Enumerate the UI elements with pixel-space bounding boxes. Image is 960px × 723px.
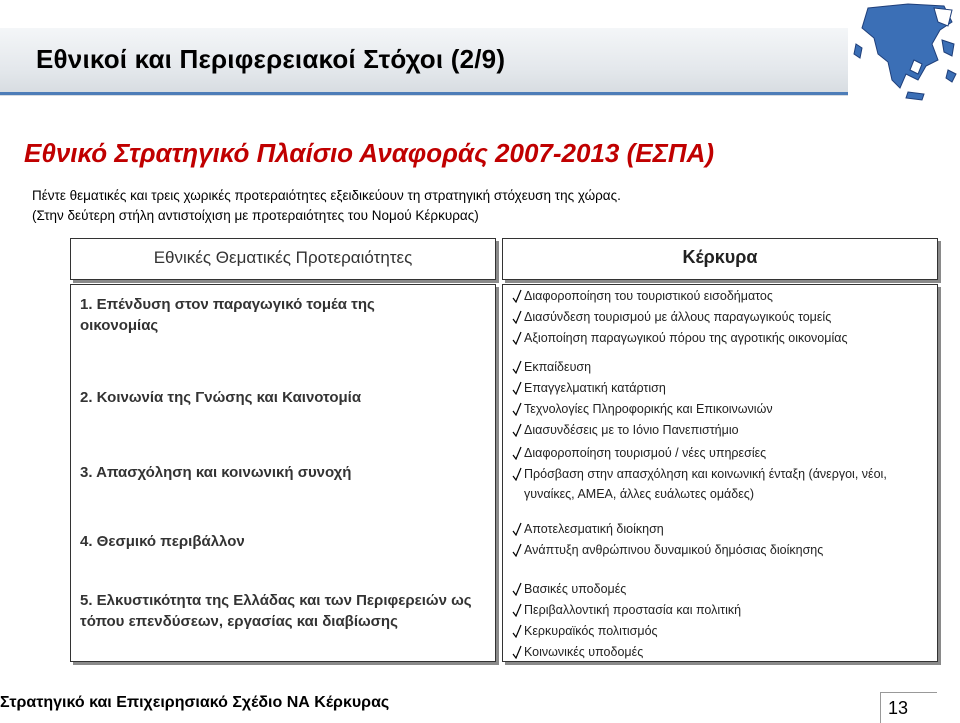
priority-item: 4. Θεσμικό περιβάλλον xyxy=(80,533,245,550)
corfu-item-label: Κοινωνικές υποδομές xyxy=(524,645,644,659)
corfu-item xyxy=(512,307,847,328)
corfu-item xyxy=(512,642,741,663)
corfu-group xyxy=(512,579,741,663)
corfu-item xyxy=(512,328,847,349)
check-bullet-icon xyxy=(512,522,522,536)
check-bullet-icon xyxy=(512,446,522,460)
greece-map-icon xyxy=(848,0,960,104)
corfu-item xyxy=(512,420,773,441)
corfu-item xyxy=(512,600,741,621)
check-bullet-icon xyxy=(512,603,522,617)
corfu-item-label: Αποτελεσματική διοίκηση xyxy=(524,522,664,536)
check-bullet-icon xyxy=(512,582,522,596)
intro-line: Πέντε θεματικές και τρεις χωρικές προτεραιότητες εξειδικεύουν τη στρατηγική στόχευση της χώρας. xyxy=(32,188,621,203)
slide-subtitle: Εθνικό Στρατηγικό Πλαίσιο Αναφοράς 2007-2013 (ΕΣΠΑ) xyxy=(24,138,715,168)
left-column-header xyxy=(70,238,496,280)
corfu-item-label: Εκπαίδευση xyxy=(524,360,592,374)
corfu-group xyxy=(512,286,847,349)
title-divider xyxy=(0,92,860,95)
corfu-item xyxy=(512,378,773,399)
corfu-item xyxy=(512,399,773,420)
check-bullet-icon xyxy=(512,402,522,416)
corfu-item-label: Διασύνδεση τουρισμού με άλλους παραγωγικούς τομείς xyxy=(524,310,832,324)
check-bullet-icon xyxy=(512,381,522,395)
corfu-item xyxy=(512,286,847,307)
check-bullet-icon xyxy=(512,423,522,437)
check-bullet-icon xyxy=(512,645,522,659)
corfu-item-label: Αξιοποίηση παραγωγικού πόρου της αγροτικής οικονομίας xyxy=(524,331,848,345)
right-header-label: Κέρκυρα xyxy=(682,247,758,267)
check-bullet-icon xyxy=(512,467,522,481)
corfu-item-label: Περιβαλλοντική προστασία και πολιτική xyxy=(524,603,742,617)
priority-item: 5. Ελκυστικότητα της Ελλάδας και των Περιφερειών ως τόπου επενδύσεων, εργασίας και διαβίωσης xyxy=(80,592,472,630)
check-bullet-icon xyxy=(512,360,522,374)
intro-text xyxy=(32,186,621,226)
corfu-item xyxy=(512,621,741,642)
corfu-item xyxy=(512,443,934,464)
left-header-label: Εθνικές Θεματικές Προτεραιότητες xyxy=(153,248,413,267)
check-bullet-icon xyxy=(512,289,522,303)
slide-title: Εθνικοί και Περιφερειακοί Στόχοι (2/9) xyxy=(36,44,506,74)
corfu-item-label: Διαφοροποίηση τουρισμού / νέες υπηρεσίες xyxy=(524,446,767,460)
corfu-group xyxy=(512,519,823,561)
intro-line: (Στην δεύτερη στήλη αντιστοίχιση με προτεραιότητες του Νομού Κέρκυρας) xyxy=(32,208,479,223)
corfu-item-label: Πρόσβαση στην απασχόληση και κοινωνική ένταξη (άνεργοι, νέοι, γυναίκες, ΑΜΕΑ, άλλες ευάλωτες ομάδες) xyxy=(524,467,887,501)
priority-item: 2. Κοινωνία της Γνώσης και Καινοτομία xyxy=(80,389,362,406)
check-bullet-icon xyxy=(512,310,522,324)
check-bullet-icon xyxy=(512,624,522,638)
corfu-item-label: Διασυνδέσεις με το Ιόνιο Πανεπιστήμιο xyxy=(524,423,739,437)
priority-item: 1. Επένδυση στον παραγωγικό τομέα της οικονομίας xyxy=(80,296,375,334)
right-column-header xyxy=(502,238,938,280)
corfu-item-label: Διαφοροποίηση του τουριστικού εισοδήματος xyxy=(524,289,773,303)
corfu-item-label: Βασικές υποδομές xyxy=(524,582,627,596)
footer-text: Στρατηγικό και Επιχειρησιακό Σχέδιο ΝΑ Κέρκυρας xyxy=(0,694,390,711)
check-bullet-icon xyxy=(512,543,522,557)
corfu-group xyxy=(512,357,773,441)
corfu-item-label: Τεχνολογίες Πληροφορικής και Επικοινωνιών xyxy=(524,402,773,416)
corfu-item-label: Ανάπτυξη ανθρώπινου δυναμικού δημόσιας διοίκησης xyxy=(524,543,824,557)
priority-item: 3. Απασχόληση και κοινωνική συνοχή xyxy=(80,464,352,481)
corfu-item xyxy=(512,464,934,504)
check-bullet-icon xyxy=(512,331,522,345)
corfu-item xyxy=(512,579,741,600)
corfu-item xyxy=(512,357,773,378)
corfu-item-label: Επαγγελματική κατάρτιση xyxy=(524,381,666,395)
corfu-item-label: Κερκυραϊκός πολιτισμός xyxy=(524,624,658,638)
corfu-item xyxy=(512,519,823,540)
page-number: 13 xyxy=(888,698,909,718)
corfu-item xyxy=(512,540,823,561)
corfu-group xyxy=(512,443,934,504)
